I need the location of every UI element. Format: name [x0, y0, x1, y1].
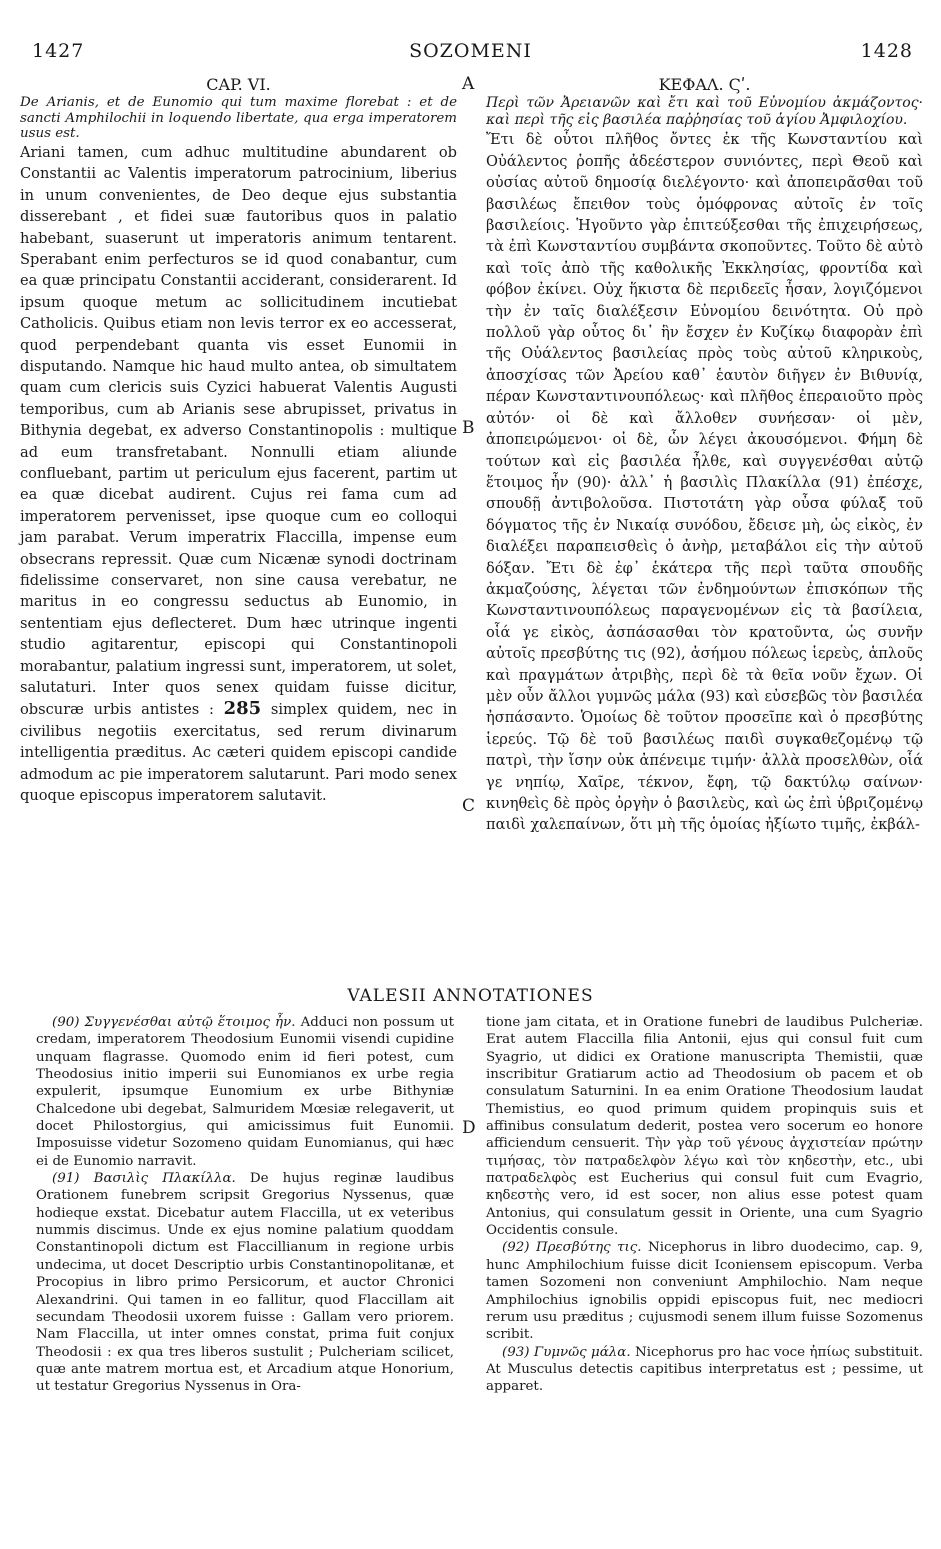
greek-body: Ἔτι δὲ οὗτοι πλῆθος ὄντες ἐκ τῆς Κωνσταντίου καὶ Οὐάλεντος ῥοπῆς ἀδεέστερον συνιόντες, περὶ Θεοῦ καὶ οὐσίας αὐτοῦ δημοσίᾳ διελέγοντο· καὶ ἀποπειρᾶσθαι τοῦ βασιλέως ἔπειθον τοὺς ὁμόφρονας αὐτοῖς ἐν τοῖς βασιλείοις. Ἡγοῦντο γὰρ ἐπιτεύξεσθαι τῆς ἐπιχειρήσεως, τὰ ἐπὶ Κωνσταντίου συμβάντα σκοποῦντες. Τοῦτο δὲ αὐτὸ καὶ τοῖς ἀπὸ τῆς καθολικῆς Ἐκκλησίας, φροντίδα καὶ φόβον ἐκίνει. Οὐχ ἥκιστα δὲ περιδεεῖς ἦσαν, λογιζόμενοι τὴν ἐν ταῖς διαλέξεσιν Εὐνομίου δεινότητα. Οὐ πρὸ πολλοῦ γὰρ οὗτος δι᾽ ἣν ἔσχεν ἐν Κυζίκῳ διαφορὰν ἐπὶ τῆς Οὐάλεντος βασιλείας πρὸς τοὺς αὐτοῦ κληρικοὺς, ἀποσχίσας τῶν Ἀρείου καθ᾽ ἑαυτὸν διῆγεν ἐν Βιθυνίᾳ, πέραν Κωνσταντινουπόλεως· καὶ πλῆθος ἐπεραιοῦτο πρὸς αὐτόν· οἱ δὲ καὶ ἄλλοθεν συνήεσαν· οἱ μὲν, ἀποπειρώμενοι· οἱ δὲ, ὧν λέγει ἀκουσόμενοι. Φήμη δὲ τούτων καὶ εἰς βασιλέα ἦλθε, καὶ συγγενέσθαι αὐτῷ ἕτοιμος ἦν (90)· ἀλλ᾽ ἡ βασιλὶς Πλακίλλα (91) ἐπέσχε, σπουδῇ ἀντιβολοῦσα. Πιστοτάτη γὰρ οὖσα φύλαξ τοῦ δόγματος τῆς ἐν Νικαίᾳ συνόδου, ἔδεισε μὴ, ὡς εἰκὸς, ἐν διαλέξει παραπεισθεὶς ὁ ἀνὴρ, μεταβάλοι εἰς τὴν αὐτοῦ δόξαν. Ἔτι δὲ ἐφ᾽ ἑκάτερα τῆς περὶ ταῦτα σπουδῆς ἀκμαζούσης, λέγεται τῶν ἐνδημούντων ἐπισκόπων τῆς Κωνσταντινουπόλεως παραγενομένων εἰς τὰ βασίλεια, οἷά γε εἰκὸς, ἀσπάσασθαι τὸν κρατοῦντα, ὡς συνῆν αὐτοῖς πρεσβύτης τις (92), ἀσήμου πόλεως ἱερεὺς, ἁπλοῦς καὶ πραγμάτων ἀτριβὴς, περὶ δὲ τὰ θεῖα νοῦν ἔχων. Οἱ μὲν οὖν ἄλλοι γυμνῶς μάλα (93) καὶ εὐσεβῶς τὸν βασιλέα ἠσπάσαντο. Ὁμοίως δὲ τοῦτον προσεῖπε καὶ ὁ πρεσβύτης ἱερεύς. Τῷ δὲ τοῦ βασιλέως παιδὶ συγκαθεζομένῳ τῷ πατρὶ, τὴν ἴσην οὐκ ἀπένειμε τιμήν· ἀλλὰ προσελθὼν, οἷά γε νηπίῳ, Χαῖρε, τέκνον, ἔφη, τῷ δακτύλῳ σαίνων· κινηθεὶς δὲ πρὸς ὀργὴν ὁ βασιλεὺς, καὶ ὡς ἐπὶ ὑβριζομένῳ παιδὶ χαλεπαίνων, ὅτι μὴ τῆς ὁμοίας ἠξίωτο τιμῆς, ἐκβάλ- — [486, 131, 923, 834]
page-marker: 285 — [223, 698, 262, 720]
annotation-note — [36, 1170, 454, 1395]
latin-chapter-heading: CAP. VI. — [206, 75, 271, 94]
annotation-lemma: (93) Γυμνῶς μάλα. — [502, 1344, 631, 1360]
latin-text-after: simplex quidem, nec in civilibus negotiis exercitatus, sed rerum divinarum intelligentia præditus. Ac cæteri quidem episcopi candide admodum ac pie imperatorem salutarunt. Pari modo senex quoque episcopus imperatorem salutavit. — [20, 701, 457, 805]
latin-column — [20, 74, 457, 807]
annotation-lemma: (92) Πρεσβύτης τις. — [502, 1240, 642, 1256]
margin-marker-d: D — [462, 1118, 476, 1138]
greek-chapter-heading: ΚΕΦΑΛ. Ϛʹ. — [658, 75, 751, 94]
annotations-heading: VALESII ANNOTATIONES — [347, 986, 594, 1006]
annotation-text: Adduci non possum ut credam, imperatorem Theodosium Eunomii visendi cupidine unquam flagrasse. Quomodo enim id fieri potest, cum Theodosius initio imperii sui Eunomianos ex urbe regia expulerit, ipsumque Eunomium ex urbe Bithyniæ Chalcedone ubi degebat, Salmuridem Mœsiæ relegaverit, ut docet Philostorgius, qui amicissimus fuit Eunomii. Imposuisse videtur Sozomeno quidam Eunomianus, qui hæc ei de Eunomio narravit. — [36, 1015, 454, 1169]
running-title: SOZOMENI — [409, 40, 532, 62]
annotation-lemma: (90) Συγγενέσθαι αὐτῷ ἕτοιμος ἦν. — [52, 1015, 296, 1030]
annotations-right-column — [486, 1014, 923, 1396]
annotation-text: Nicephorus pro hac voce ἠπίως substituit. At Musculus detectis capitibus interpretatus est ; pessime, ut apparet. — [486, 1344, 923, 1395]
latin-body — [20, 142, 457, 807]
margin-marker-a: A — [462, 74, 475, 94]
annotation-text: Nicephorus in libro duodecimo, cap. 9, hunc Amphilochium fuisse dicit Iconiensem episcopum. Verba tamen Sozomeni non conveniunt Amphilochio. Nam neque Amphilochius ignobilis oppidi episcopus fuit, nec mediocri rerum usu præditus ; cujusmodi senem illum fuisse Sozomenus scribit. — [486, 1240, 923, 1343]
annotations-left-column — [36, 1014, 454, 1396]
latin-text-before: Ariani tamen, cum adhuc multitudine abundarent ob Constantii ac Valentis imperatorum patrocinium, liberius in unum convenientes, de Deo deque ejus substantia disserebant , et fidei suæ fautoribus quos in palatio habebant, suaserunt ut imperatoris animum tentarent. Sperabant enim perfecturos se id quod conabantur, cum ea quæ principatu Constantii acciderant, considerarent. Id ipsum quoque metum ac sollicitudinem incutiebat Catholicis. Quibus etiam non levis terror ex eo accesserat, quod perpendebant quanta vis esset Eunomii in disputando. Namque hic haud multo antea, ob simultatem quam cum clericis suis Cyzici habuerat Valentis Augusti temporibus, cum ab Arianis sese abrupisset, privatus in Bithynia degebat, ex adverso Constantinopolis : multique ad eum transfretabant. Nonnulli etiam aliunde confluebant, partim ut periculum ejus facerent, partim ut ea quæ dicebat audirent. Cujus rei fama cum ad imperatorem pervenisset, ipse quoque cum eo colloqui jam parabat. Verum imperatrix Flaccilla, impense eum obsecrans repressit. Quæ cum Nicænæ synodi doctrinam fidelissime conservaret, non sine causa verebatur, ne maritus in eo congressu seductus ab Eunomio, in sententiam ejus deflecteret. Dum hæc utrinque ingenti studio agitarentur, episcopi qui Constantinopoli morabantur, palatium ingressi sunt, imperatorem, ut solet, salutaturi. Inter quos senex quidam fuisse dicitur, obscuræ urbis antistes : — [20, 143, 457, 719]
left-page-number: 1427 — [32, 40, 85, 62]
margin-marker-c: C — [462, 796, 476, 816]
annotation-note — [486, 1239, 923, 1343]
annotation-text: De hujus reginæ laudibus Orationem funebrem scripsit Gregorius Nyssenus, quæ hodieque exstat. Dicebatur autem Flaccilla, ut ex veteribus nummis discimus. Unde ex ejus nomine palatium quoddam Constantinopoli dictum est Flaccillianum in regione urbis undecima, ut docet Descriptio urbis Constantinopolitanæ, et Procopius in libro primo Persicorum, et auctor Chronici Alexandrini. Qui tamen in eo fallitur, quod Flaccillam ait secundam Theodosii uxorem fuisse : Gallam vero priorem. Nam Flaccilla, ut inter omnes constat, prima fuit conjux Theodosii : ex qua tres liberos sustulit ; Pulcheriam scilicet, quæ ante matrem mortua est, et Arcadium atque Honorium, ut testatur Gregorius Nyssenus in Ora- — [36, 1171, 454, 1395]
greek-column — [486, 74, 923, 836]
annotation-note — [36, 1014, 454, 1170]
annotation-lemma: (91) Βασιλὶς Πλακίλλα. — [52, 1171, 236, 1187]
annotation-text: tione jam citata, et in Oratione funebri de laudibus Pulcheriæ. Erat autem Flaccilla filia Antonii, ejus qui consul fuit cum Syagrio, ut didici ex Oratione manuscripta Themistii, quæ inscribitur Gratiarum actio ad Theodosium ob pacem et ob consulatum Saturnini. In ea enim Oratione Theodosium laudat Themistius, eo quod primum quidem propinquis suis et affinibus consulatum dederit, postea vero socerum eo honore afficiendum censuerit. Τὴν γὰρ τοῦ γένους ἀγχιστείαν πρώτην τιμήσας, τὸν πατραδελφὸν λέγω καὶ τὸν κηδεστὴν, etc., ubi πατραδελφὸς est Eucherius qui consul fuit cum Evagrio, κηδεστὴς vero, id est socer, non alius esse potest quam Antonius, qui consulatum gessit in Oriente, una cum Syagrio Occidentis consule. — [486, 1015, 923, 1239]
latin-chapter-subtitle: De Arianis, et de Eunomio qui tum maxime florebat : et de sancti Amphilochii in loquendo libertate, qua erga imperatorem usus est. — [20, 95, 457, 142]
greek-chapter-subtitle: Περὶ τῶν Ἀρειανῶν καὶ ἔτι καὶ τοῦ Εὐνομίου ἀκμάζοντος· καὶ περὶ τῆς εἰς βασιλέα παῤῥησίας τοῦ ἁγίου Ἀμφιλοχίου. — [486, 95, 923, 129]
margin-marker-b: B — [462, 418, 475, 438]
right-page-number: 1428 — [860, 40, 913, 62]
annotation-continuation — [486, 1014, 923, 1239]
annotation-note — [486, 1344, 923, 1396]
